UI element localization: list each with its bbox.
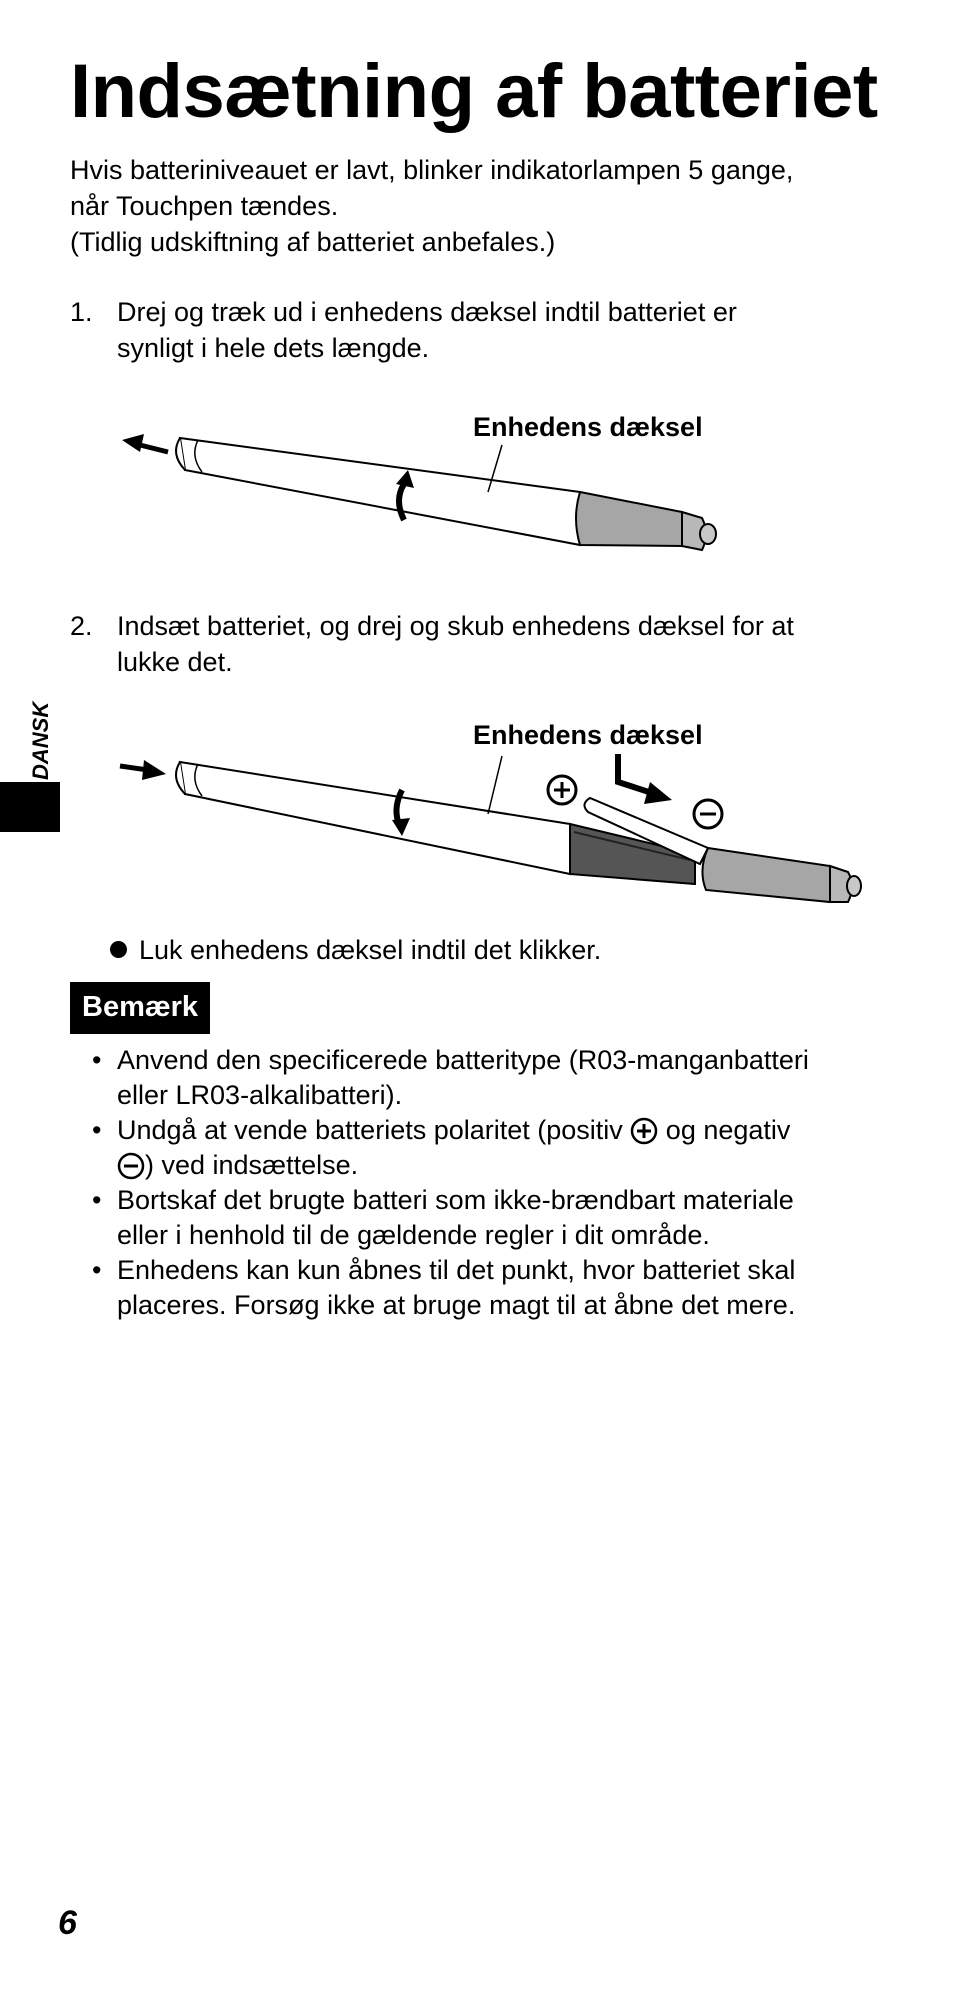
intro-line: (Tidlig udskiftning af batteriet anbefales.) [70, 227, 556, 257]
minus-polarity-icon [694, 800, 722, 828]
bullet-text: Luk enhedens dæksel indtil det klikker. [139, 935, 602, 965]
pull-arrow-icon [122, 434, 168, 452]
step-number: 2. [70, 611, 93, 641]
language-side-label: DANSK [28, 701, 53, 780]
intro-paragraph [70, 152, 890, 260]
note-line: eller i henhold til de gældende regler i dit område. [117, 1220, 710, 1250]
step-1 [70, 294, 890, 366]
notes-list [90, 1043, 880, 1323]
plus-polarity-icon [548, 776, 576, 804]
intro-line: når Touchpen tændes. [70, 191, 339, 221]
step-number: 1. [70, 297, 93, 327]
step-line: Drej og træk ud i enhedens dæksel indtil batteriet er [117, 297, 737, 327]
step-line: lukke det. [117, 647, 233, 677]
list-item [90, 1253, 880, 1323]
bullet-dot-icon [110, 941, 127, 958]
figure-close-cover [110, 714, 870, 914]
insert-arrow-icon [618, 754, 672, 804]
note-line [117, 1148, 880, 1183]
note-line: • Anvend den specificerede batteritype (R03-manganbatteri [117, 1045, 809, 1075]
note-line: placeres. Forsøg ikke at bruge magt til at åbne det mere. [117, 1290, 796, 1320]
plus-circle-icon [630, 1117, 658, 1145]
note-line: eller LR03-alkalibatteri). [117, 1080, 403, 1110]
minus-circle-icon [117, 1152, 145, 1180]
note-text: og negativ [658, 1115, 791, 1145]
page-title: Indsætning af batteriet [70, 49, 878, 134]
step-line: Indsæt batteriet, og drej og skub enhedens dæksel for at [117, 611, 794, 641]
step-2 [70, 608, 890, 680]
note-line [117, 1113, 880, 1148]
cover-callout-label: Enhedens dæksel [473, 412, 703, 442]
callout-leader [488, 756, 502, 814]
note-label: Bemærk [70, 982, 210, 1034]
list-item [90, 1183, 880, 1253]
list-item [90, 1113, 880, 1183]
step-line: synligt i hele dets længde. [117, 333, 430, 363]
language-tab-marker [0, 782, 60, 832]
intro-line: Hvis batteriniveauet er lavt, blinker indikatorlampen 5 gange, [70, 155, 794, 185]
cover-callout-label: Enhedens dæksel [473, 720, 703, 750]
close-cover-instruction [110, 932, 601, 968]
note-line: • Enhedens kan kun åbnes til det punkt, hvor batteriet skal [117, 1255, 796, 1285]
note-text: ) ved indsættelse. [145, 1150, 359, 1180]
note-text: Undgå at vende batteriets polaritet (positiv [117, 1115, 631, 1145]
push-arrow-icon [120, 760, 166, 780]
note-line: • Bortskaf det brugte batteri som ikke-brændbart materiale [117, 1185, 794, 1215]
figure-open-cover [110, 400, 750, 580]
page-number: 6 [58, 1904, 77, 1942]
list-item [90, 1043, 880, 1113]
